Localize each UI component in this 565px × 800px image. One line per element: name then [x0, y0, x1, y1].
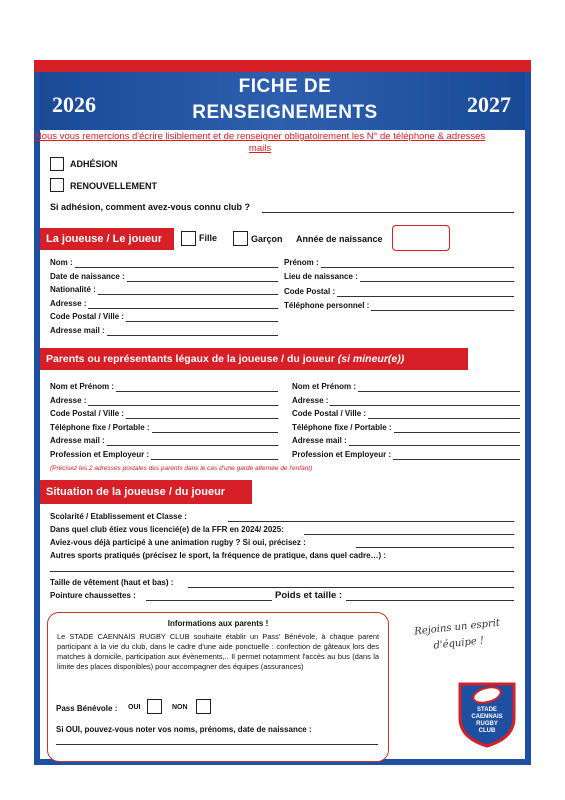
parent1-field-0[interactable]: [116, 391, 278, 392]
player-left-label-3: Adresse :: [50, 298, 87, 308]
situation-section-title: Situation de la joueuse / du joueur: [40, 480, 252, 504]
pass-non-checkbox[interactable]: [196, 699, 211, 714]
club-source-field[interactable]: [262, 212, 514, 213]
player-left-field-0[interactable]: [75, 267, 278, 268]
logo-line-1: STADE: [477, 707, 497, 713]
notice-text: Nous vous remercions d'écrire lisiblement et de renseigner obligatoirement les N° de téléphone & adresses mails: [34, 131, 486, 154]
page-title: [180, 74, 390, 126]
logo-line-3: RUGBY: [476, 721, 498, 727]
renouvellement-label: RENOUVELLEMENT: [70, 181, 158, 191]
garcon-checkbox[interactable]: [233, 231, 248, 246]
player-left-label-1: Date de naissance :: [50, 271, 125, 281]
previous-club-label: Dans quel club étiez vous licencié(e) de la FFR en 2024/ 2025:: [50, 525, 284, 534]
parent2-label-1: Adresse :: [292, 395, 329, 405]
previous-club-field[interactable]: [304, 534, 514, 535]
pass-details-field[interactable]: [56, 744, 378, 745]
parents-title-minor: (si mineur(e)): [337, 353, 405, 365]
parent1-field-1[interactable]: [88, 405, 278, 406]
animation-label: Aviez-vous déjà participé à une animation rugby ? Si oui, précisez :: [50, 538, 306, 547]
title-line-2: RENSEIGNEMENTS: [192, 102, 378, 123]
player-right-label-0: Prénom :: [284, 258, 319, 267]
player-left-field-2[interactable]: [98, 294, 278, 295]
renouvellement-checkbox[interactable]: [50, 178, 64, 192]
parent2-field-3[interactable]: [394, 432, 520, 433]
player-left-field-1[interactable]: [127, 281, 278, 282]
player-left-field-4[interactable]: [126, 321, 278, 322]
parent1-label-0: Nom et Prénom :: [50, 382, 115, 391]
player-right-field-2[interactable]: [337, 296, 514, 297]
clothing-size-field[interactable]: [188, 587, 514, 588]
fille-checkbox[interactable]: [181, 231, 196, 246]
logo-text: [456, 707, 518, 735]
parent2-field-4[interactable]: [349, 445, 520, 446]
parent2-field-0[interactable]: [358, 391, 520, 392]
weight-height-field[interactable]: [346, 600, 514, 601]
adhesion-label: ADHÉSION: [70, 159, 118, 169]
parents-address-note: (Précisez les 2 adresses postales des parents dans le cas d'une garde alternée de l'enfant): [50, 465, 313, 472]
scolarite-label: Scolarité / Etablissement et Classe :: [50, 512, 187, 521]
parent1-label-1: Adresse :: [50, 395, 87, 405]
logo-line-4: CLUB: [478, 728, 496, 734]
info-text: Le STADE CAENNAIS RUGBY CLUB souhaite établir un Pass' Bénévole, à chaque parent participant à la vie du club, dans le cadre d'une aide ponctuelle : confection de gâteaux lors des matches à domicile, participation aux évènements,.. Il permet notamment l'accès au bus (dans la limite des places disponibles) pour accompagner des équipes (assurances): [57, 632, 379, 671]
pass-non-label: NON: [172, 704, 188, 711]
club-source-question: Si adhésion, comment avez-vous connu club ?: [50, 202, 251, 212]
player-left-label-0: Nom :: [50, 258, 73, 267]
player-right-label-1: Lieu de naissance :: [284, 272, 358, 282]
pass-oui-label: OUI: [128, 704, 141, 711]
parent2-label-4: Adresse mail :: [292, 436, 347, 445]
animation-field[interactable]: [356, 547, 514, 548]
parent2-label-3: Téléphone fixe / Portable :: [292, 422, 392, 432]
header-banner: [40, 72, 525, 130]
parent1-field-2[interactable]: [126, 418, 278, 419]
parent2-field-2[interactable]: [368, 418, 520, 419]
parent2-field-1[interactable]: [330, 405, 520, 406]
parent1-label-2: Code Postal / Ville :: [50, 409, 125, 418]
player-left-field-5[interactable]: [107, 335, 278, 336]
player-left-label-2: Nationalité :: [50, 285, 96, 295]
sock-size-field[interactable]: [146, 600, 272, 601]
player-section-title: La joueuse / Le joueur: [40, 228, 174, 250]
info-title: Informations aux parents !: [167, 619, 269, 628]
player-right-field-0[interactable]: [321, 267, 514, 268]
parent1-field-5[interactable]: [151, 459, 278, 460]
logo-line-2: CAENNAIS: [471, 714, 503, 720]
parent2-label-2: Code Postal / Ville :: [292, 409, 367, 418]
parent1-label-5: Profession et Employeur :: [50, 449, 150, 459]
player-left-label-4: Code Postal / Ville :: [50, 312, 125, 322]
pass-oui-checkbox[interactable]: [147, 699, 162, 714]
parent2-label-0: Nom et Prénom :: [292, 382, 357, 391]
parent2-field-5[interactable]: [393, 459, 520, 460]
parents-section-title: [40, 348, 468, 370]
adhesion-checkbox[interactable]: [50, 157, 64, 171]
other-sports-field[interactable]: [50, 571, 514, 572]
parent1-field-4[interactable]: [107, 445, 278, 446]
parent1-field-3[interactable]: [152, 432, 278, 433]
parents-info-box: [47, 612, 389, 762]
fille-label: Fille: [199, 233, 218, 243]
pass-benevole-label: Pass Bénévole :: [56, 704, 118, 713]
weight-height-label: Poids et taille :: [275, 590, 343, 601]
parent1-label-3: Téléphone fixe / Portable :: [50, 422, 150, 432]
slogan-line-1: Rejoins un esprit: [413, 617, 501, 638]
parent1-label-4: Adresse mail :: [50, 436, 105, 445]
player-right-label-3: Téléphone personnel :: [284, 301, 370, 311]
player-left-field-3[interactable]: [88, 308, 278, 309]
player-left-label-5: Adresse mail :: [50, 326, 105, 335]
title-line-1: FICHE DE: [238, 76, 332, 97]
parent2-label-5: Profession et Employeur :: [292, 449, 392, 459]
player-right-field-1[interactable]: [360, 281, 514, 282]
birth-year-label: Année de naissance: [296, 234, 383, 244]
year-start: 2026: [52, 92, 96, 117]
slogan-line-2: d'équipe !: [433, 635, 485, 652]
player-right-label-2: Code Postal :: [284, 286, 336, 296]
scolarite-field[interactable]: [228, 521, 514, 522]
year-end: 2027: [467, 92, 511, 117]
birth-year-input[interactable]: [392, 225, 450, 251]
other-sports-label: Autres sports pratiqués (précisez le sport, la fréquence de pratique, dans quel cadre…) :: [50, 551, 387, 560]
top-red-bar: [34, 60, 531, 72]
parents-title-main: Parents ou représentants légaux de la joueuse / du joueur: [46, 353, 338, 365]
pass-details-question: Si OUI, pouvez-vous noter vos noms, prénoms, date de naissance :: [56, 725, 312, 734]
player-right-field-3[interactable]: [371, 310, 514, 311]
club-logo: [456, 678, 518, 748]
sock-size-label: Pointure chaussettes :: [50, 591, 136, 600]
garcon-label: Garçon: [251, 234, 283, 244]
clothing-size-label: Taille de vêtement (haut et bas) :: [50, 578, 174, 587]
